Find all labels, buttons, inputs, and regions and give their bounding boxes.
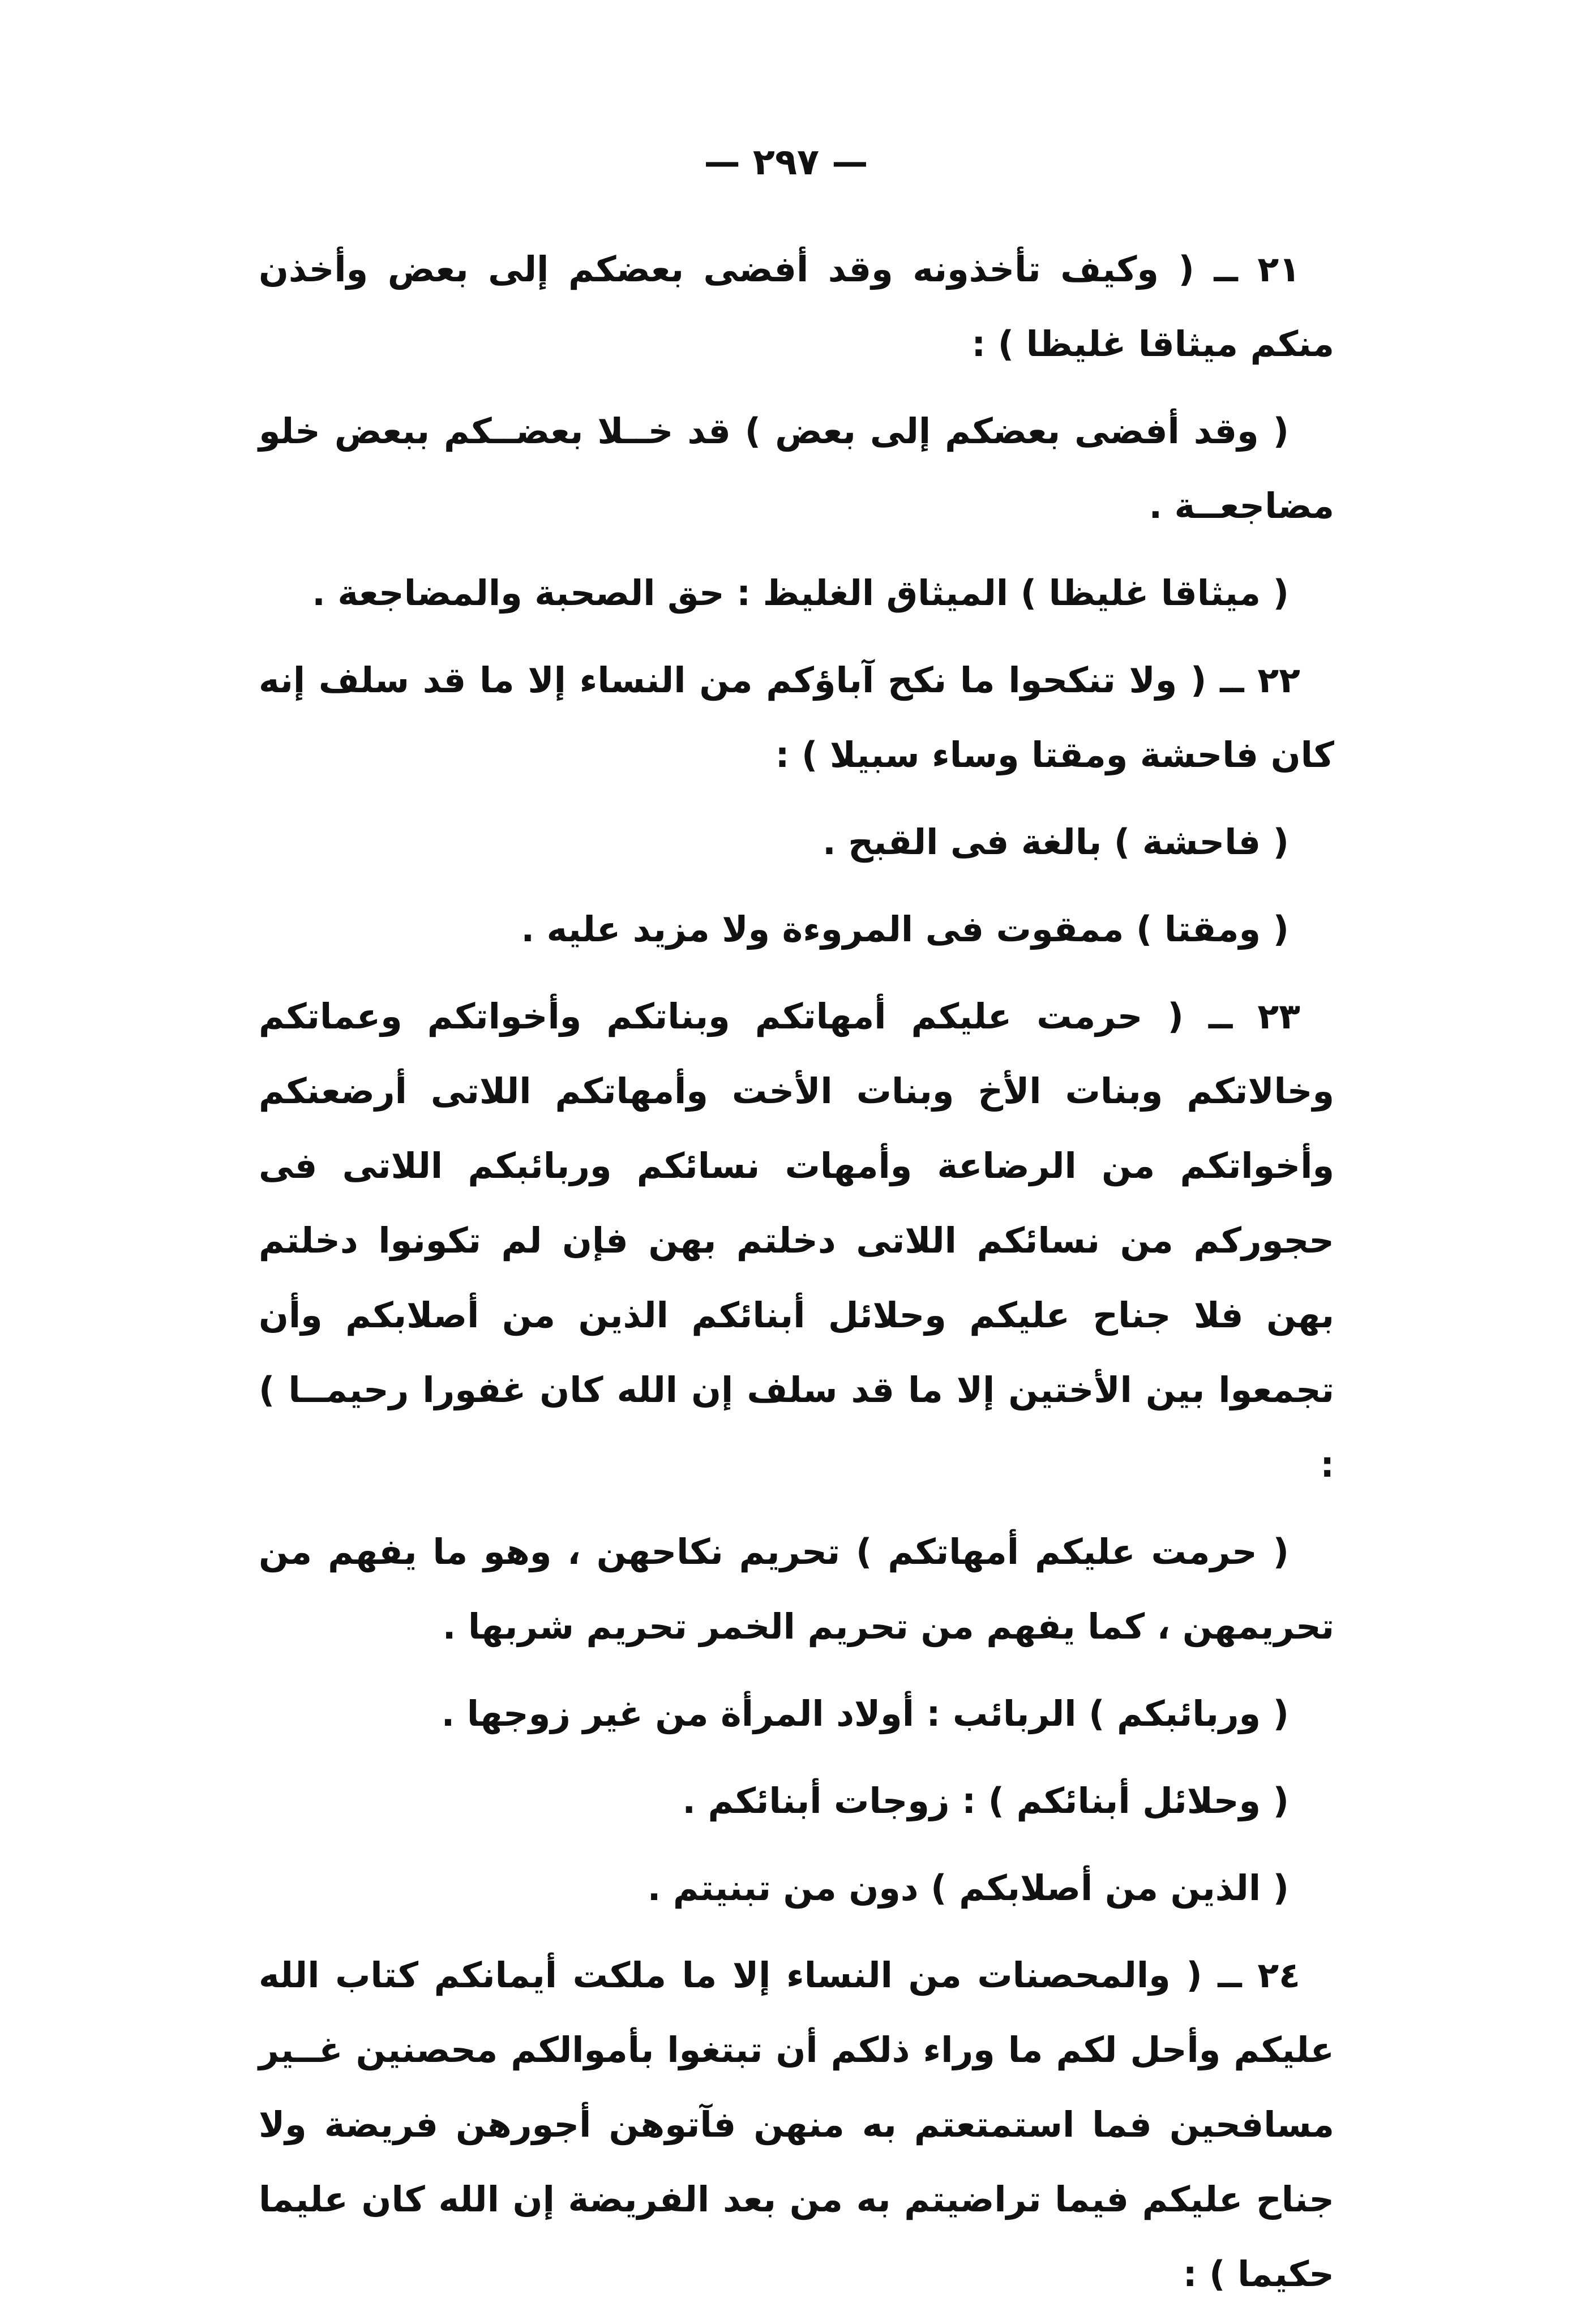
gloss-paragraph: ( وحلائل أبنائكم ) : زوجات أبنائكم . (682, 1780, 1289, 1821)
page-number: — ٢٩٧ — (704, 142, 868, 183)
verse-paragraph: ٢٣ ــ ( حرمت عليكم أمهاتكم وبناتكم وأخواتكم وعماتكم وخالاتكم وبنات الأخ وبنات الأخت وأمهاتكم اللاتى أرضعنكم وأخواتكم من الرضاعة وأمهات نسائكم وربائبكم اللاتى فى حجوركم من نسائكم اللاتى دخلتم بهن فإن لم تكونوا دخلتم بهن فلا جناح عليكم وحلائل أبنائكم الذين من أصلابكم وأن تجمعوا بين الأختين إلا ما قد سلف إن الله كان غفورا رحيمــا ) : (259, 996, 1334, 1485)
gloss-paragraph: ( ميثاقا غليظا ) الميثاق الغليظ : حق الصحبة والمضاجعة . (312, 572, 1289, 614)
verse-paragraph: ٢٤ ــ ( والمحصنات من النساء إلا ما ملكت أيمانكم كتاب الله عليكم وأحل لكم ما وراء ذلكم أن تبتغوا بأموالكم محصنين غــير مسافحين فما استمتعتم به منهن فآتوهن أجورهن فريضة ولا جناح عليكم فيما تراضيتم به من بعد الفريضة إن الله كان عليما حكيما ) : (259, 1954, 1334, 2295)
gloss-paragraph: ( حرمت عليكم أمهاتكم ) تحريم نكاحهن ، وهو ما يفهم من تحريمهن ، كما يفهم من تحريم الخمر تحريم شربها . (259, 1531, 1334, 1647)
gloss-paragraph: ( الذين من أصلابكم ) دون من تبنيتم . (647, 1867, 1289, 1909)
gloss-paragraph: ( فاحشة ) بالغة فى القبح . (823, 821, 1289, 863)
page-body (259, 232, 1334, 2324)
gloss-paragraph: ( وربائبكم ) الربائب : أولاد المرأة من غير زوجها . (441, 1693, 1289, 1734)
verse-paragraph: ٢١ ــ ( وكيف تأخذونه وقد أفضى بعضكم إلى بعض وأخذن منكم ميثاقا غليظا ) : (259, 248, 1334, 365)
gloss-paragraph: ( وقد أفضى بعضكم إلى بعض ) قد خــلا بعضــكم ببعض خلو مضاجعــة . (259, 410, 1334, 526)
verse-paragraph: ٢٢ ــ ( ولا تنكحوا ما نكح آباؤكم من النساء إلا ما قد سلف إنه كان فاحشة ومقتا وساء سبيلا ) : (259, 659, 1334, 775)
gloss-paragraph: ( ومقتا ) ممقوت فى المروءة ولا مزيد عليه . (521, 908, 1289, 950)
